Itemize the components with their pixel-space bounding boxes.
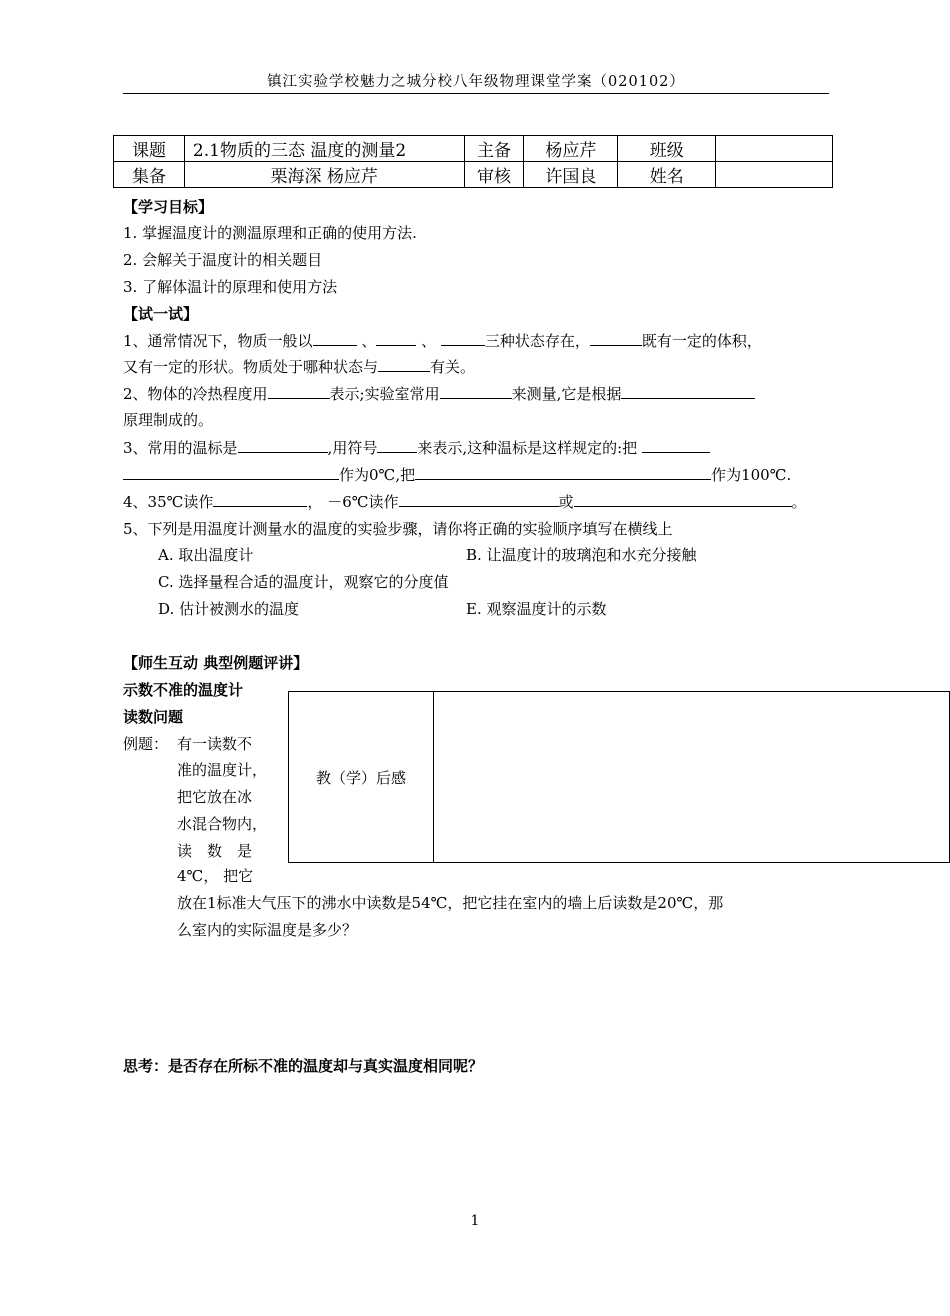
example-label: 例题：	[123, 735, 169, 753]
q3-blank-4[interactable]	[123, 465, 339, 480]
q2-blank-1[interactable]	[268, 384, 330, 399]
cell-name-label: 姓名	[618, 162, 716, 188]
example-continued-1: 放在1标准大气压下的沸水中读数是54℃，把它挂在室内的墙上后读数是20℃，那	[177, 894, 724, 912]
cell-class-label: 班级	[618, 136, 716, 162]
q3-text-e: 作为100℃.	[711, 466, 792, 484]
interaction-heading: 【师生互动 典型例题评讲】	[123, 654, 309, 672]
q5-text: 5、下列是用温度计测量水的温度的实验步骤，请你将正确的实验顺序填写在横线上	[123, 520, 673, 538]
q4-blank-3[interactable]	[574, 492, 792, 507]
q3-text-a: 3、常用的温标是	[123, 439, 238, 457]
q2-blank-3[interactable]	[621, 384, 755, 399]
q2-text-d: 原理制成的。	[123, 411, 214, 429]
page-number: 1	[470, 1213, 480, 1229]
example-continued-2: 么室内的实际温度是多少？	[177, 921, 358, 939]
topic-subheading-2: 读数问题	[123, 708, 184, 726]
q1-line-1: 1、通常情况下，物质一般以 、 、 三种状态存在， 既有一定的体积，	[123, 332, 762, 350]
cell-reviewer: 许国良	[524, 162, 618, 188]
q3-blank-3[interactable]	[642, 438, 710, 453]
example-line-3: 把它放在冰	[177, 788, 253, 806]
q1-blank-2[interactable]	[376, 331, 416, 346]
option-a: A. 取出温度计	[158, 546, 254, 564]
cell-topic: 2.1物质的三态 温度的测量2	[184, 136, 464, 162]
goal-item-1: 1. 掌握温度计的测温原理和正确的使用方法.	[123, 224, 417, 242]
q1-blank-3[interactable]	[441, 331, 485, 346]
example-line-1: 有一读数不	[177, 735, 253, 753]
q4-text-b: ， －6℃读作	[307, 493, 399, 511]
q4-line	[123, 491, 807, 512]
feedback-row	[289, 692, 950, 863]
example-line-2: 准的温度计，	[177, 761, 268, 779]
cell-review-label: 审核	[464, 162, 524, 188]
q2-text-a: 2、物体的冷热程度用	[123, 385, 268, 403]
think-question: 思考：是否存在所标不准的温度却与真实温度相同呢？	[123, 1057, 484, 1075]
q3-line-2	[123, 464, 791, 485]
q1-blank-5[interactable]	[378, 357, 430, 372]
q1-blank-4[interactable]	[590, 331, 642, 346]
cell-author-label: 主备	[464, 136, 524, 162]
info-table	[113, 135, 833, 188]
info-row-2	[114, 162, 833, 188]
q4-text-a: 4、35℃读作	[123, 493, 214, 511]
q1-line-2	[123, 356, 475, 377]
q4-blank-1[interactable]	[213, 492, 307, 507]
q3-blank-1[interactable]	[238, 438, 328, 453]
q1-text-e: 有关。	[430, 358, 476, 376]
q1-text-a: 1、通常情况下，物质一般以	[123, 332, 313, 350]
feedback-table	[288, 691, 950, 863]
q2-text-c: 来测量,它是根据	[511, 385, 622, 403]
q2-text-b: 表示;实验室常用	[329, 385, 440, 403]
q3-line-1	[123, 437, 710, 458]
example-line-5: 读 数 是	[177, 842, 253, 860]
q1-blank-1[interactable]	[313, 331, 357, 346]
goals-heading: 【学习目标】	[123, 198, 214, 216]
q4-text-d: 。	[791, 493, 807, 511]
option-b: B. 让温度计的玻璃泡和水充分接触	[466, 546, 697, 564]
goal-item-3: 3. 了解体温计的原理和使用方法	[123, 278, 338, 296]
feedback-field[interactable]	[434, 692, 950, 863]
q1-text-d: 又有一定的形状。物质处于哪种状态与	[123, 358, 379, 376]
goal-item-2: 2. 会解关于温度计的相关题目	[123, 251, 323, 269]
q4-blank-2[interactable]	[399, 492, 559, 507]
topic-subheading-1: 示数不准的温度计	[123, 681, 244, 699]
q2-line-1	[123, 383, 755, 404]
q3-text-d: 作为0℃,把	[339, 466, 416, 484]
q3-text-c: 来表示,这种温标是这样规定的:把	[417, 439, 638, 457]
example-line-4: 水混合物内，	[177, 815, 268, 833]
q1-text-b: 三种状态存在，	[484, 332, 590, 350]
header-rule	[123, 93, 829, 94]
cell-name[interactable]	[716, 162, 833, 188]
cell-group: 栗海深 杨应芹	[184, 162, 464, 188]
feedback-label: 教（学）后感	[289, 692, 434, 863]
q1-text-c: 既有一定的体积，	[641, 332, 762, 350]
page-header: 镇江实验学校魅力之城分校八年级物理课堂学案（020102）	[267, 74, 685, 90]
q4-text-c: 或	[558, 493, 574, 511]
cell-class[interactable]	[716, 136, 833, 162]
option-c: C. 选择量程合适的温度计，观察它的分度值	[158, 573, 449, 591]
example-line-6: 4℃， 把它	[177, 867, 254, 885]
q3-text-b: ,用符号	[327, 439, 378, 457]
option-d: D. 估计被测水的温度	[158, 600, 300, 618]
cell-author: 杨应芹	[524, 136, 618, 162]
q2-blank-2[interactable]	[440, 384, 512, 399]
cell-topic-label: 课题	[114, 136, 185, 162]
cell-group-label: 集备	[114, 162, 185, 188]
q3-blank-5[interactable]	[415, 465, 711, 480]
option-e: E. 观察温度计的示数	[466, 600, 607, 618]
q3-blank-2[interactable]	[377, 438, 417, 453]
info-row-1	[114, 136, 833, 162]
try-heading: 【试一试】	[123, 305, 199, 323]
